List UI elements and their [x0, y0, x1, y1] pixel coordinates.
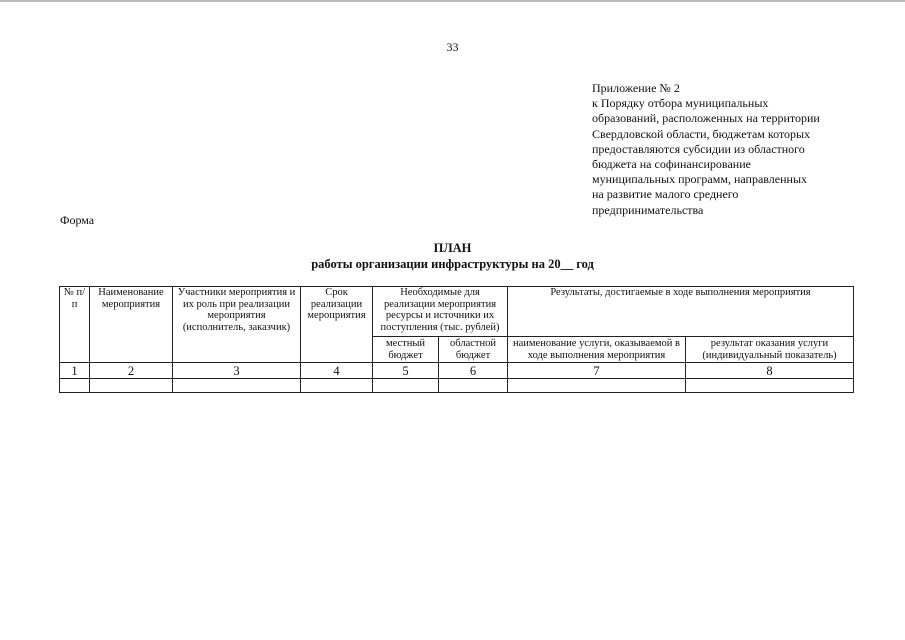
- appendix-line: муниципальных программ, направленных: [592, 172, 808, 187]
- column-number: 2: [90, 363, 173, 379]
- appendix-line: бюджета на софинансирование: [592, 157, 751, 172]
- document-title: ПЛАН: [433, 241, 472, 255]
- table-cell: [508, 379, 686, 393]
- appendix-block: [592, 81, 892, 218]
- table-cell: [686, 379, 854, 393]
- header-resources: Необходимые для реализации мероприятия ресурсы и источники их поступления (тыс. рублей): [373, 287, 508, 337]
- table-cell: [173, 379, 301, 393]
- plan-table: [59, 286, 854, 393]
- header-name: Наименование мероприятия: [90, 287, 173, 363]
- header-term: Срок реализации мероприятия: [301, 287, 373, 363]
- document-subtitle: работы организации инфраструктуры на 20__ год: [311, 257, 594, 271]
- appendix-line: Свердловской области, бюджетам которых: [592, 126, 811, 141]
- header-results: Результаты, достигаемые в ходе выполнения мероприятия: [508, 287, 854, 337]
- appendix-line: предпринимательства: [592, 202, 704, 217]
- header-num: № п/п: [60, 287, 90, 363]
- appendix-line: Приложение № 2: [592, 81, 680, 95]
- header-service-name: наименование услуги, оказываемой в ходе выполнения мероприятия: [508, 337, 686, 363]
- scan-edge: [0, 0, 905, 3]
- column-number: 8: [686, 363, 854, 379]
- table-cell: [301, 379, 373, 393]
- form-label: Форма: [60, 213, 95, 227]
- appendix-line: предоставляются субсидии из областного: [592, 141, 805, 156]
- header-local-budget: местный бюджет: [373, 337, 439, 363]
- table-cell: [60, 379, 90, 393]
- header-regional-budget: областной бюджет: [439, 337, 508, 363]
- header-service-result: результат оказания услуги (индивидуальный показатель): [686, 337, 854, 363]
- appendix-line: к Порядку отбора муниципальных: [592, 96, 769, 111]
- column-number: 1: [60, 363, 90, 379]
- header-participants: Участники мероприятия и их роль при реализации мероприятия (исполнитель, заказчик): [173, 287, 301, 363]
- table-cell: [90, 379, 173, 393]
- column-number: 3: [173, 363, 301, 379]
- column-number: 4: [301, 363, 373, 379]
- column-number: 5: [373, 363, 439, 379]
- column-number-row: [60, 363, 854, 379]
- column-number: 6: [439, 363, 508, 379]
- empty-table-row: [60, 379, 854, 393]
- appendix-line: на развитие малого среднего: [592, 187, 739, 202]
- table-cell: [439, 379, 508, 393]
- page-number: 33: [446, 40, 459, 54]
- table-cell: [373, 379, 439, 393]
- column-number: 7: [508, 363, 686, 379]
- appendix-line: образований, расположенных на территории: [592, 111, 820, 126]
